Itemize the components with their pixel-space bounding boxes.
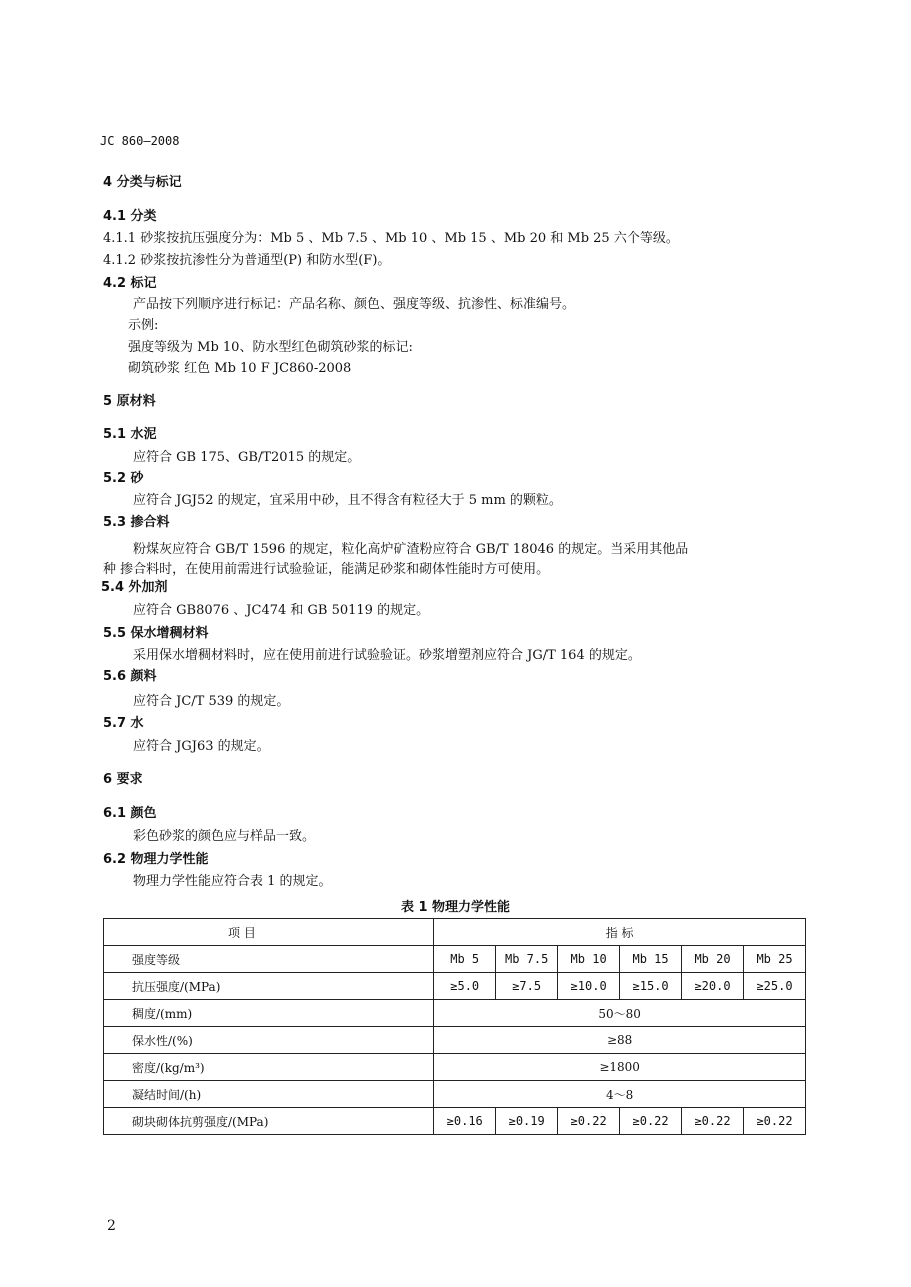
para-6-1: 彩色砂浆的颜色应与样品一致。 [133, 829, 316, 844]
table-row [104, 973, 806, 1000]
table-cell: Mb 25 [744, 946, 806, 973]
section-4-2-title: 4.2 标记 [103, 276, 157, 291]
table-cell: ≥0.22 [620, 1108, 682, 1135]
table-cell: Mb 7.5 [496, 946, 558, 973]
para-5-6: 应符合 JC/T 539 的规定。 [133, 694, 290, 709]
table-cell: Mb 20 [682, 946, 744, 973]
section-4-1-title: 4.1 分类 [103, 209, 157, 224]
table-row [104, 1027, 806, 1054]
table-cell: ≥15.0 [620, 973, 682, 1000]
section-5-3-title: 5.3 掺合料 [103, 515, 170, 530]
para-5-3-a: 粉煤灰应符合 GB/T 1596 的规定，粒化高炉矿渣粉应符合 GB/T 18046 的规定。当采用其他品 [133, 542, 689, 557]
table-row [104, 1000, 806, 1027]
row-label: 稠度/(mm) [104, 1000, 434, 1027]
header-item: 项 目 [104, 919, 434, 946]
row-label: 强度等级 [104, 946, 434, 973]
section-5-5-title: 5.5 保水增稠材料 [103, 626, 209, 641]
table-cell: ≥0.22 [744, 1108, 806, 1135]
para-4-2-d: 砌筑砂浆 红色 Mb 10 F JC860-2008 [128, 361, 352, 376]
table-cell: ≥20.0 [682, 973, 744, 1000]
table-row [104, 1108, 806, 1135]
table-row [104, 1081, 806, 1108]
para-4-2-b: 示例: [128, 318, 159, 333]
section-5-1-title: 5.1 水泥 [103, 427, 157, 442]
section-6-2-title: 6.2 物理力学性能 [103, 852, 209, 867]
table-cell: Mb 15 [620, 946, 682, 973]
table-cell-merged: ≥1800 [434, 1054, 806, 1081]
para-5-3-b: 种 掺合料时，在使用前需进行试验验证，能满足砂浆和砌体性能时方可使用。 [103, 562, 550, 577]
section-5-2-title: 5.2 砂 [103, 471, 144, 486]
table-cell: ≥10.0 [558, 973, 620, 1000]
section-5-6-title: 5.6 颜料 [103, 669, 157, 684]
header-index: 指 标 [434, 919, 806, 946]
table-header-row [104, 919, 806, 946]
table-cell: ≥25.0 [744, 973, 806, 1000]
table-row [104, 1054, 806, 1081]
table-cell: ≥0.16 [434, 1108, 496, 1135]
table-cell: ≥0.22 [558, 1108, 620, 1135]
para-5-5: 采用保水增稠材料时，应在使用前进行试验验证。砂浆增塑剂应符合 JG/T 164 的规定。 [133, 648, 641, 663]
section-5-title: 5 原材料 [103, 394, 156, 409]
properties-table [103, 918, 806, 1135]
para-4-1-2: 4.1.2 砂浆按抗渗性分为普通型(P) 和防水型(F)。 [103, 253, 391, 268]
row-label: 密度/(kg/m³) [104, 1054, 434, 1081]
table-cell-merged: 50～80 [434, 1000, 806, 1027]
row-label: 保水性/(%) [104, 1027, 434, 1054]
table-cell-merged: 4～8 [434, 1081, 806, 1108]
para-5-4: 应符合 GB8076 、JC474 和 GB 50119 的规定。 [133, 603, 430, 618]
para-4-2-a: 产品按下列顺序进行标记：产品名称、颜色、强度等级、抗渗性、标准编号。 [133, 297, 576, 312]
table-cell: ≥0.22 [682, 1108, 744, 1135]
para-4-1-1: 4.1.1 砂浆按抗压强度分为：Mb 5 、Mb 7.5 、Mb 10 、Mb 15 、Mb 20 和 Mb 25 六个等级。 [103, 231, 679, 246]
section-6-1-title: 6.1 颜色 [103, 806, 157, 821]
section-5-7-title: 5.7 水 [103, 716, 144, 731]
table-cell: ≥5.0 [434, 973, 496, 1000]
table-row [104, 946, 806, 973]
row-label: 凝结时间/(h) [104, 1081, 434, 1108]
para-5-1: 应符合 GB 175、GB/T2015 的规定。 [133, 450, 361, 465]
row-label: 砌块砌体抗剪强度/(MPa) [104, 1108, 434, 1135]
para-6-2: 物理力学性能应符合表 1 的规定。 [133, 874, 332, 889]
section-5-4-title: 5.4 外加剂 [101, 580, 168, 595]
table-cell: Mb 10 [558, 946, 620, 973]
table-cell: ≥7.5 [496, 973, 558, 1000]
row-label: 抗压强度/(MPa) [104, 973, 434, 1000]
page-number: 2 [107, 1218, 116, 1234]
table-cell: ≥0.19 [496, 1108, 558, 1135]
para-5-7: 应符合 JGJ63 的规定。 [133, 739, 270, 754]
section-4-title: 4 分类与标记 [103, 175, 182, 190]
para-4-2-c: 强度等级为 Mb 10、防水型红色砌筑砂浆的标记: [128, 340, 413, 355]
table-cell: Mb 5 [434, 946, 496, 973]
para-5-2: 应符合 JGJ52 的规定，宜采用中砂，且不得含有粒径大于 5 mm 的颗粒。 [133, 493, 562, 508]
table-caption: 表 1 物理力学性能 [400, 900, 511, 915]
section-6-title: 6 要求 [103, 772, 143, 787]
table-cell-merged: ≥88 [434, 1027, 806, 1054]
doc-header: JC 860—2008 [100, 134, 180, 148]
